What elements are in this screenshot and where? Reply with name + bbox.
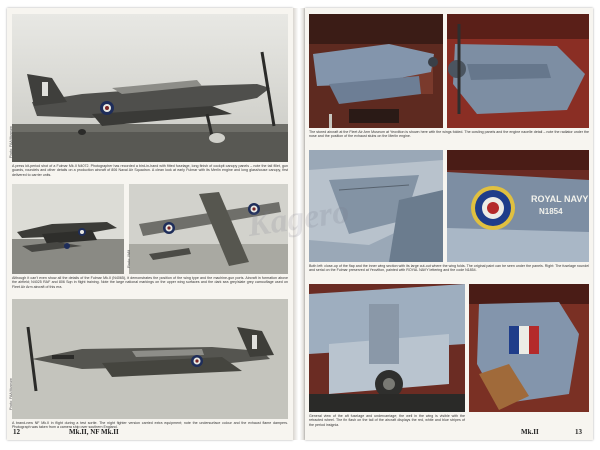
photo-flight-formation bbox=[129, 184, 288, 274]
photo-credit-3: Photo: FAA Museum bbox=[9, 378, 13, 410]
caption-bottom: A brand-new NF Mk.II in flight during a test sortie. The night fighter version carried extra equipment; note the undersurface colour and the exhaust flame dampers. Photograph was taken from a camera ship over southern England. bbox=[12, 421, 288, 430]
right-page bbox=[305, 8, 593, 440]
page-number-right: 13 bbox=[575, 428, 582, 436]
page-number-left: 12 bbox=[13, 428, 20, 436]
photo-museum-nose bbox=[309, 14, 443, 128]
fuselage-text-royal-navy: ROYAL NAVY bbox=[531, 194, 589, 204]
photo-fuselage-roundel bbox=[447, 150, 589, 262]
photo-museum-cowling bbox=[447, 14, 589, 128]
caption-right-bottom: General view of the aft fuselage and undercarriage; the well in the wing is visible with the retracted wheel. The fin flash on the tail of the aircraft displays the red, white and blue stripes of the period insignia. bbox=[309, 414, 465, 427]
left-page bbox=[7, 8, 293, 440]
photo-nf-mk2-flight bbox=[12, 299, 288, 419]
page-title-right: Mk.II bbox=[521, 428, 539, 436]
photo-tail-fin-flash bbox=[469, 284, 589, 412]
photo-credit-1: Photo: FAA Museum bbox=[9, 126, 13, 158]
photo-credit-2: Photo: IWM bbox=[127, 249, 131, 268]
photo-undercarriage bbox=[309, 284, 465, 412]
page-title-left: Mk.II, NF Mk.II bbox=[69, 428, 119, 436]
caption-top: A press kit-period shot of a Fulmar Mk.II N4072. Photographer has recorded a bird-in-hand with fitted fuselage, long finish of cockpit canopy panels – note the tail fillet, gun guards, roundels and other details on a production aircraft of 806 Naval Air Squadron. A clean look at early Fulmar with its Merlin engine and long glasshouse canopy, first delivered to carrier units. bbox=[12, 164, 288, 177]
caption-middle: Although it can't even show all the details of the Fulmar Mk.II (N4065), it demonstrates the position of the wing type and the machine-gun ports. Aircraft in formation above the airfield; N4025 RAF and 806 Sqn in flight training. Note the large national markings on the upper wing surfaces and the dark sea grey/slate grey camouflage used on Fleet Air Arm aircraft of this era. bbox=[12, 276, 288, 289]
photo-fulmar-ground bbox=[12, 14, 288, 162]
book-gutter bbox=[293, 8, 305, 440]
photo-parked-aircraft bbox=[12, 184, 124, 274]
caption-right-top: The stored aircraft at the Fleet Air Arm Museum at Yeovilton is shown here with the wings folded. The cowling panels and the engine nacelle detail – note the radiator under the nose and the position of the exhaust stubs on the Merlin engine. bbox=[309, 130, 589, 139]
fuselage-text-serial: N1854 bbox=[539, 207, 563, 216]
caption-right-middle: Both left: close-up of the flap and the inner wing section with its large cut-out where the wing folds. The original paint can be seen under the panels. Right: The fuselage roundel and serial on the Fulmar preserved at Yeovilton, painted with ROYAL NAVY lettering and the code N1854. bbox=[309, 264, 589, 273]
photo-wing-fold bbox=[309, 150, 443, 262]
